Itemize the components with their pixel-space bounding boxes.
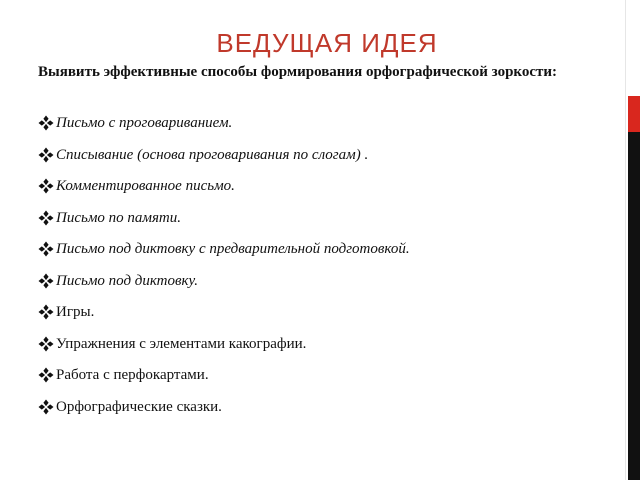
list-item-text: Списывание (основа проговаривания по слогам) . — [56, 146, 369, 163]
side-divider-line — [625, 0, 626, 480]
list-item — [38, 335, 410, 367]
list-item — [38, 240, 410, 272]
list-item-text: Письмо под диктовку с предварительной подготовкой. — [56, 241, 410, 257]
four-diamond-bullet-icon — [38, 304, 54, 320]
list-item-text: Письмо под диктовку. — [56, 272, 199, 289]
list-item-text: Письмо с проговариванием. — [56, 115, 233, 131]
four-diamond-bullet-icon — [38, 210, 54, 226]
list-item — [38, 177, 410, 209]
slide-title: ВЕДУЩАЯ ИДЕЯ — [216, 28, 438, 58]
method-list — [38, 114, 410, 429]
side-strip-red-block — [628, 96, 640, 132]
side-decoration-strip — [628, 0, 640, 480]
list-item — [38, 146, 410, 178]
four-diamond-bullet-icon — [38, 273, 54, 289]
four-diamond-bullet-icon — [38, 241, 54, 257]
list-item-text: Орфографические сказки. — [56, 398, 222, 415]
list-item — [38, 272, 410, 304]
four-diamond-bullet-icon — [38, 115, 54, 131]
side-strip-black-block — [628, 132, 640, 480]
list-item-text: Упражнения с элементами какографии. — [56, 335, 307, 352]
list-item — [38, 114, 410, 146]
list-item — [38, 398, 410, 430]
list-item — [38, 303, 410, 335]
intro-text: Выявить эффективные способы формирования орфографической зоркости: — [38, 64, 558, 80]
list-item — [38, 209, 410, 241]
list-item-text: Комментированное письмо. — [56, 178, 235, 194]
list-item — [38, 366, 410, 398]
four-diamond-bullet-icon — [38, 147, 54, 163]
list-item-text: Игры. — [56, 304, 95, 320]
list-item-text: Письмо по памяти. — [56, 209, 182, 226]
list-item-text: Работа с перфокартами. — [56, 367, 209, 383]
four-diamond-bullet-icon — [38, 367, 54, 383]
four-diamond-bullet-icon — [38, 399, 54, 415]
four-diamond-bullet-icon — [38, 178, 54, 194]
four-diamond-bullet-icon — [38, 336, 54, 352]
